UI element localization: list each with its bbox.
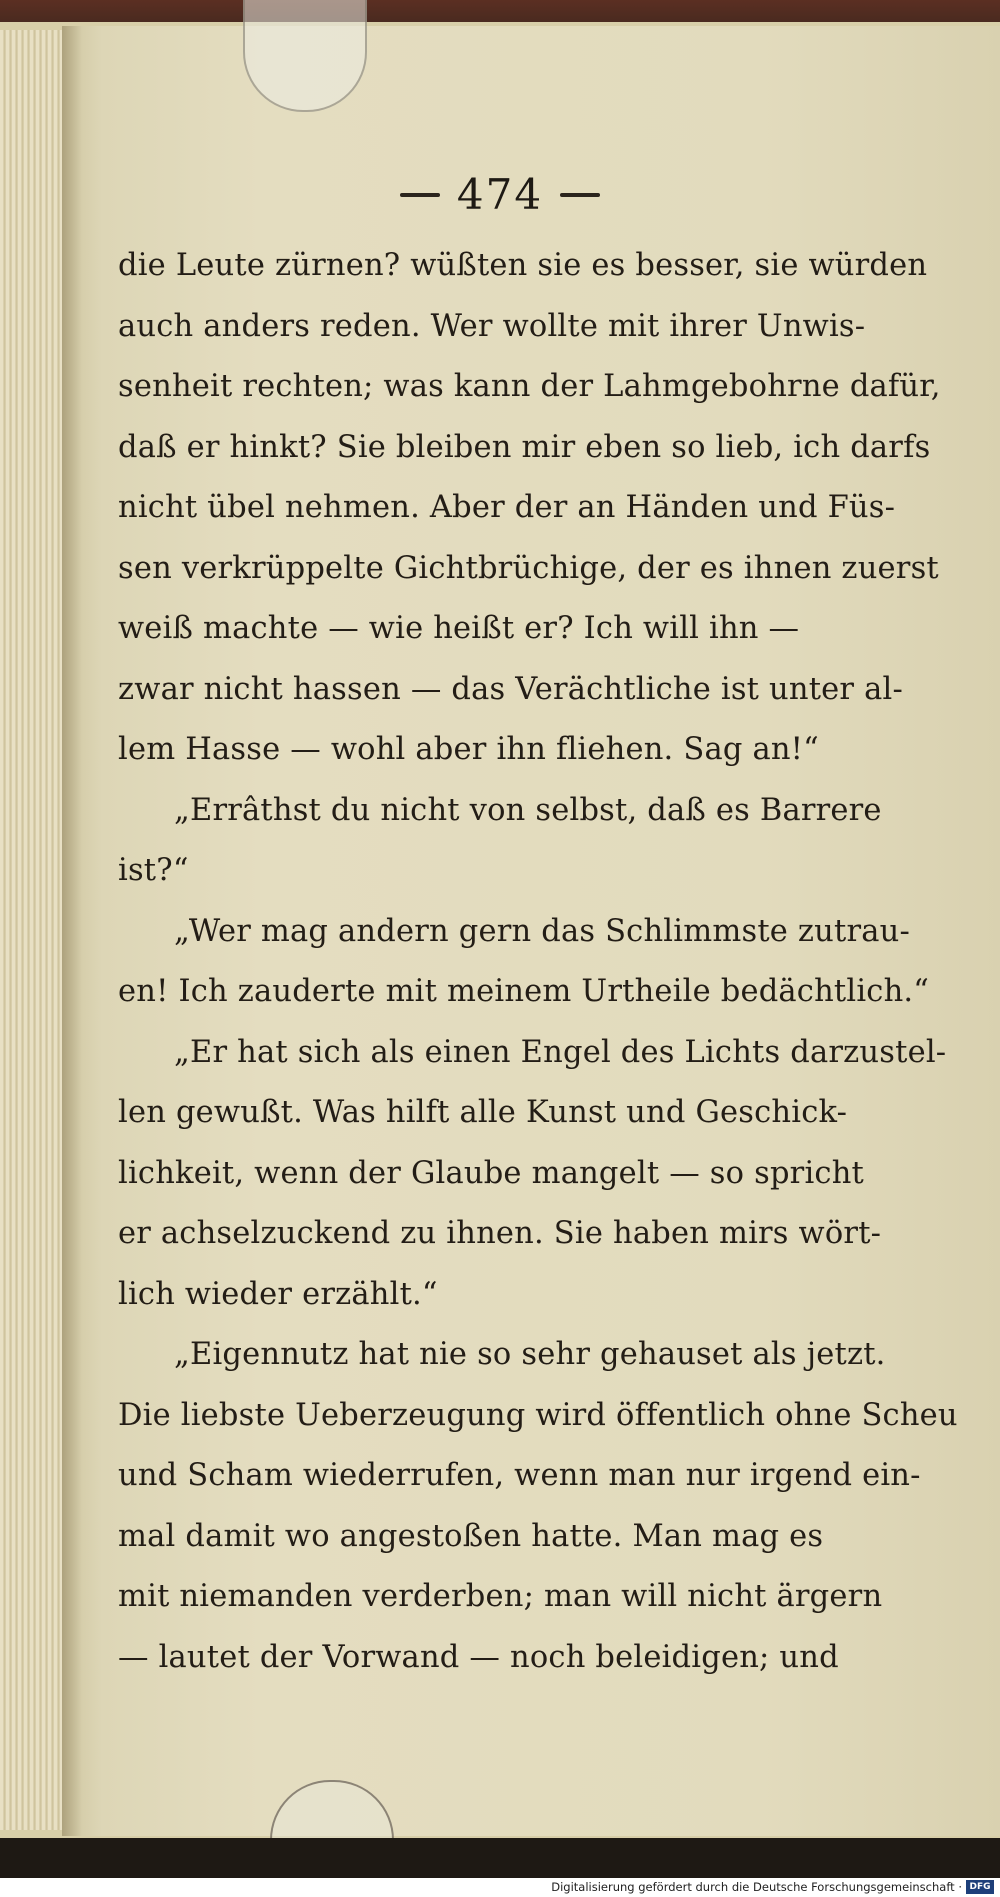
header-dash-right [560, 193, 600, 197]
page-header [340, 170, 660, 230]
text-line: „Wer mag andern gern das Schlimmste zutrau- [174, 913, 910, 949]
text-line: auch anders reden. Wer wollte mit ihrer Unwis- [118, 308, 866, 344]
text-line: „Er hat sich als einen Engel des Lichts darzustel- [174, 1034, 947, 1070]
text-line: die Leute zürnen? wüßten sie es besser, sie würden [118, 248, 928, 283]
text-line: lichkeit, wenn der Glaube mangelt — so spricht [118, 1155, 864, 1191]
page-number: 474 [456, 170, 544, 219]
dfg-logo-icon: DFG [966, 1880, 994, 1894]
text-line: len gewußt. Was hilft alle Kunst und Geschick- [118, 1095, 848, 1130]
text-line: er achselzuckend zu ihnen. Sie haben mirs wört- [118, 1216, 882, 1251]
text-line: — lautet der Vorwand — noch beleidigen; und [118, 1639, 839, 1675]
page-text [118, 236, 958, 1688]
page-edges [0, 30, 64, 1830]
text-line: mal damit wo angestoßen hatte. Man mag es [118, 1518, 824, 1554]
text-line: „Errâthst du nicht von selbst, daß es Barrere [174, 792, 882, 828]
text-line: lich wieder erzählt.“ [118, 1276, 438, 1312]
text-line: weiß machte — wie heißt er? Ich will ihn — [118, 611, 800, 646]
text-line: sen verkrüppelte Gichtbrüchige, der es ihnen zuerst [118, 550, 939, 586]
text-line: en! Ich zauderte mit meinem Urtheile bedächtlich.“ [118, 974, 930, 1009]
book-bottom-edge [0, 1838, 1000, 1878]
text-line: ist?“ [118, 853, 189, 888]
text-line: mit niemanden verderben; man will nicht ärgern [118, 1579, 883, 1614]
text-line: und Scham wiederrufen, wenn man nur irgend ein- [118, 1458, 921, 1493]
page-clip-top [243, 0, 367, 112]
text-line: lem Hasse — wohl aber ihn fliehen. Sag an!“ [118, 732, 819, 767]
text-line: nicht übel nehmen. Aber der an Händen und Füs- [118, 490, 896, 525]
text-line: senheit rechten; was kann der Lahmgebohrne dafür, [118, 369, 941, 404]
header-dash-left [400, 193, 440, 197]
text-line: „Eigennutz hat nie so sehr gehauset als jetzt. [174, 1337, 886, 1372]
footer-credit: Digitalisierung gefördert durch die Deutsche Forschungsgemeinschaft · [551, 1880, 962, 1894]
text-line: Die liebste Ueberzeugung wird öffentlich ohne Scheu [118, 1397, 958, 1433]
gutter-shadow [62, 26, 82, 1836]
text-line: zwar nicht hassen — das Verächtliche ist unter al- [118, 671, 903, 707]
text-line: daß er hinkt? Sie bleiben mir eben so lieb, ich darfs [118, 429, 931, 465]
